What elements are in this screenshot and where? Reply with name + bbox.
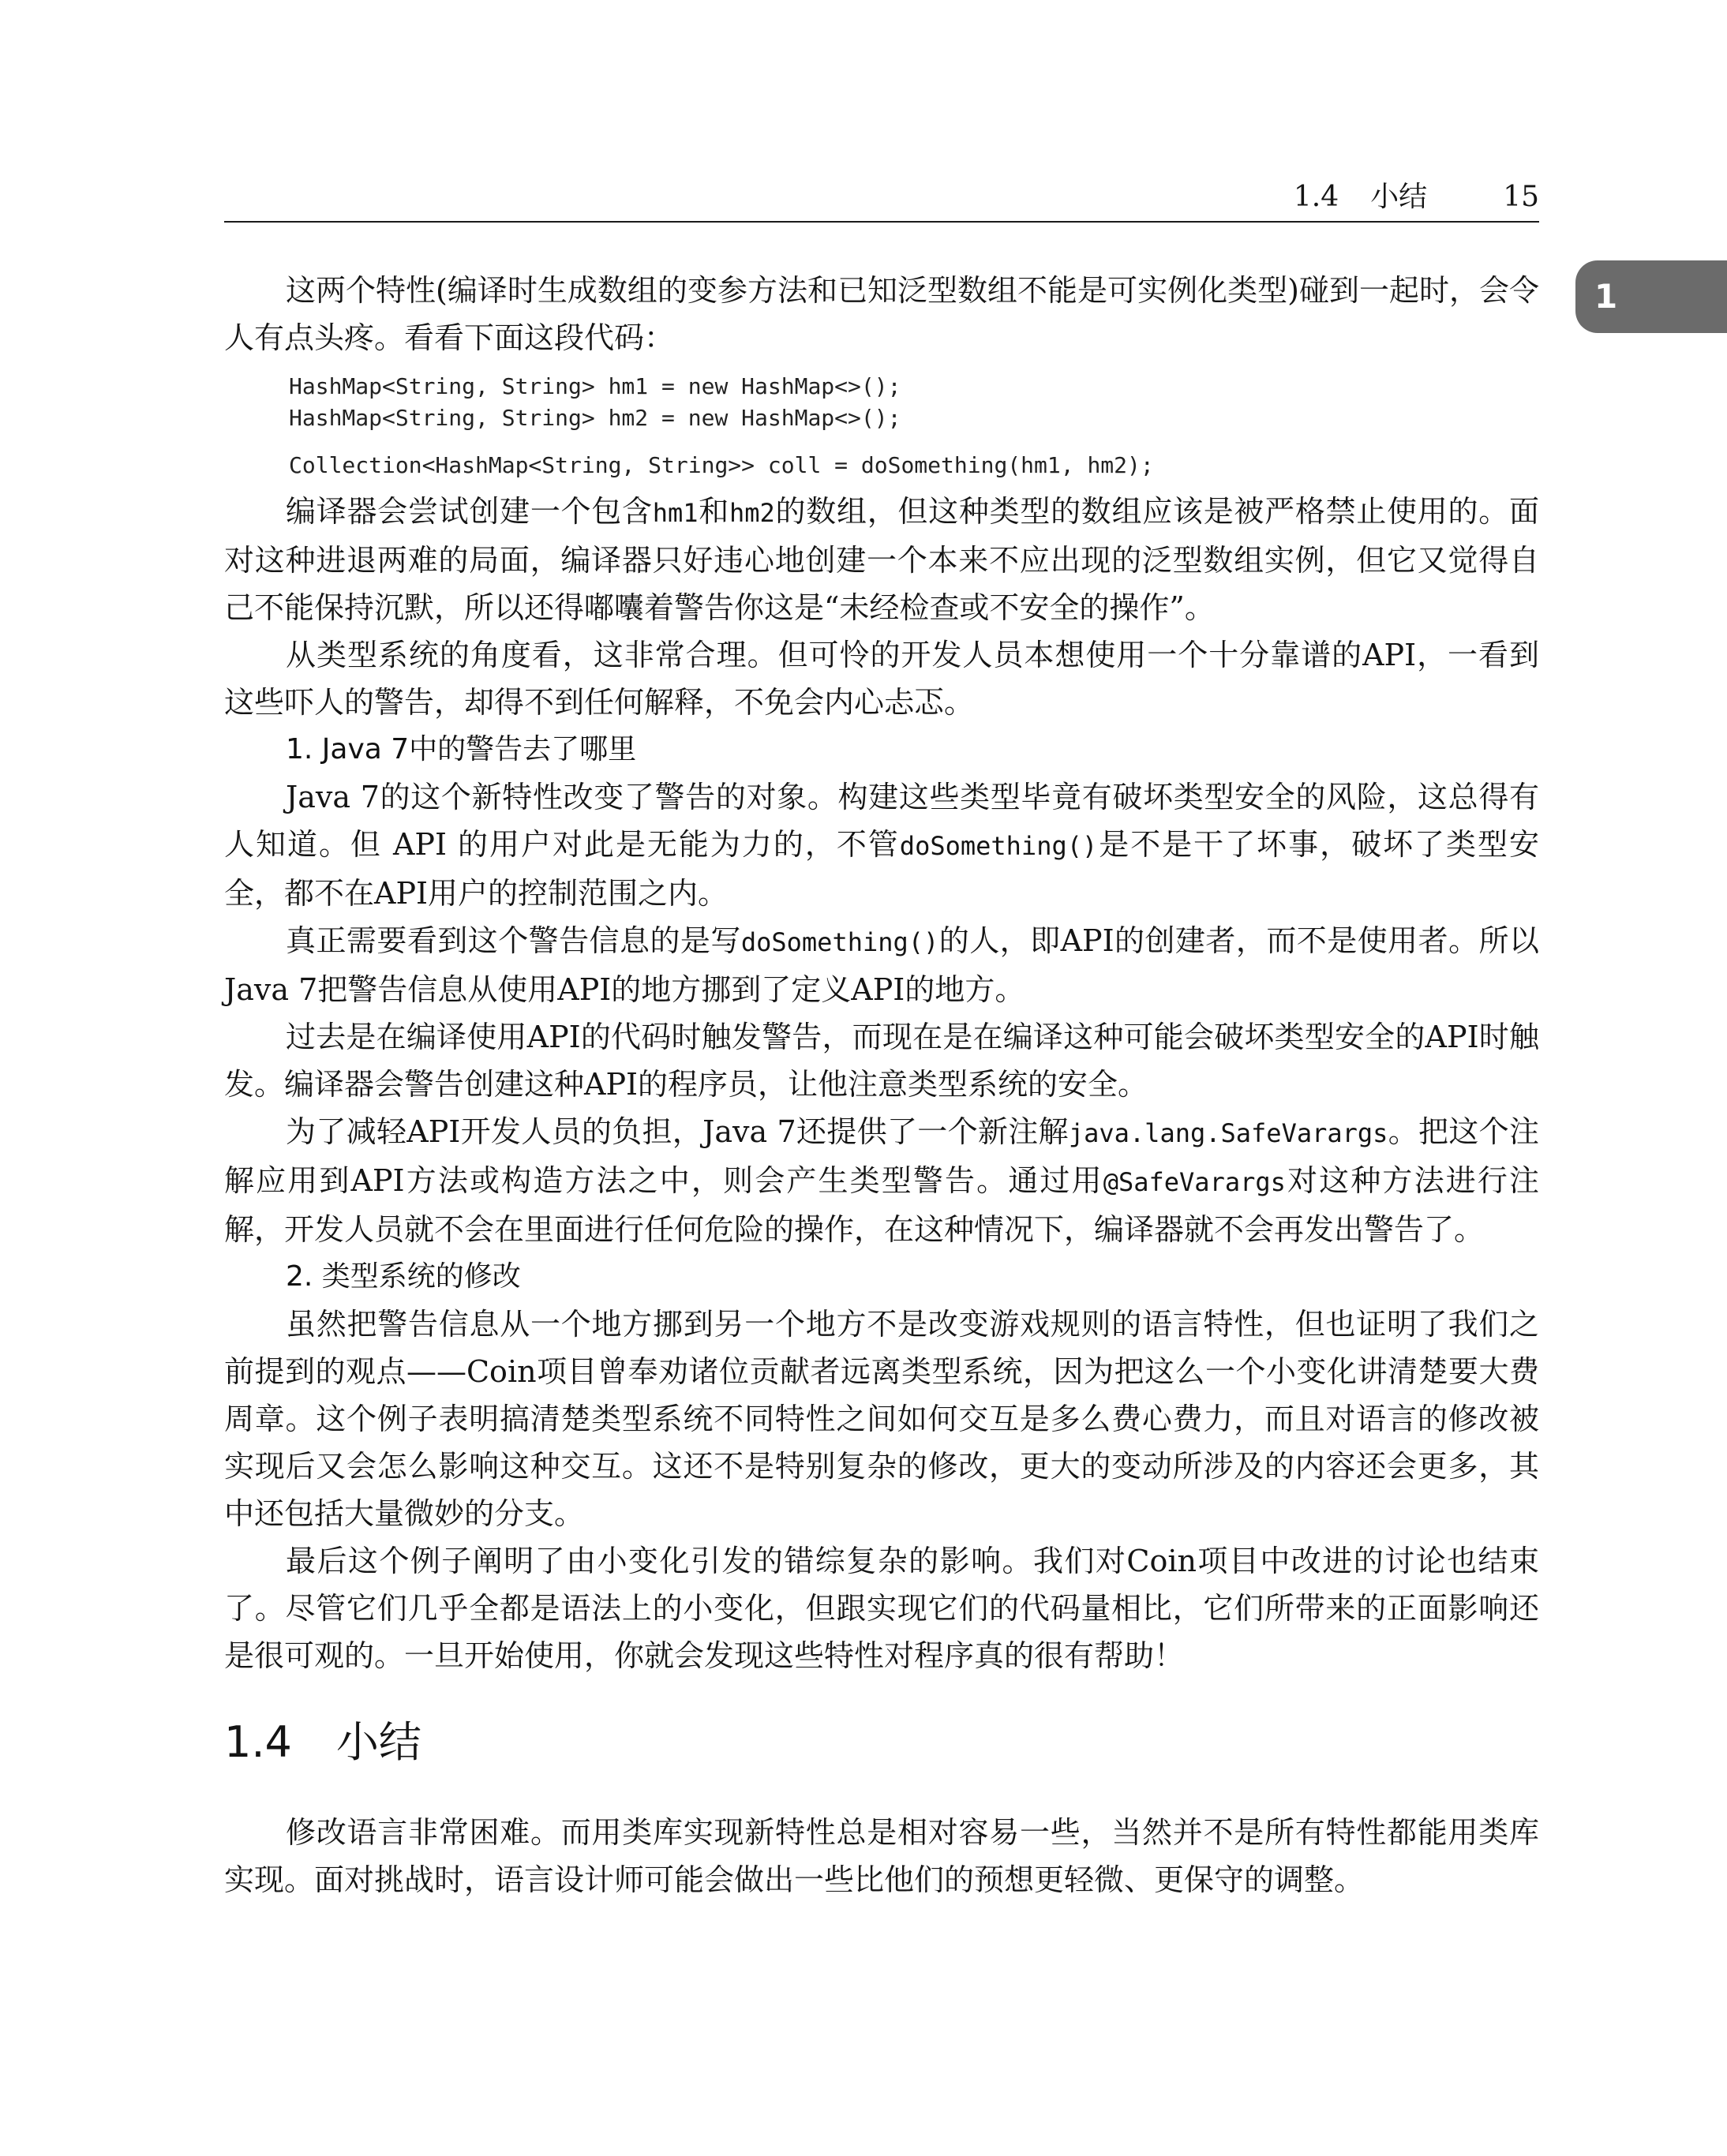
inline-code: hm1 bbox=[652, 498, 699, 528]
section1-paragraph-2 bbox=[224, 917, 1539, 1013]
text-run: 。把这个注解应用到API方法或构造方法之中，则会产生类型警告。通过用 bbox=[224, 1114, 1539, 1198]
text-run: 的数组，但这种类型的数组应该是被严格禁止使用的。面对这种进退两难的局面，编译器只好违心地创建一个本来不应出现的泛型数组实例，但它又觉得自己不能保持沉默，所以还得嘟囔着警告你这是“未经检查或不安全的操作”。 bbox=[224, 494, 1539, 625]
text-run: Java 7的这个新特性改变了警告的对象。构建这些类型毕竟有破坏类型安全的风险，这总得有人知道。但 API 的用户对此是无能为力的，不管 bbox=[224, 780, 1539, 862]
section1-paragraph-3: 过去是在编译使用API的代码时触发警告，而现在是在编译这种可能会破坏类型安全的API时触发。编译器会警告创建这种API的程序员，让他注意类型系统的安全。 bbox=[224, 1020, 1539, 1102]
inline-code: doSomething() bbox=[740, 927, 939, 957]
section1-paragraph-1 bbox=[224, 773, 1539, 917]
header-section-number: 1.4 bbox=[1293, 181, 1339, 213]
summary-paragraph-1: 修改语言非常困难。而用类库实现新特性总是相对容易一些，当然并不是所有特性都能用类库实现。面对挑战时，语言设计师可能会做出一些比他们的预想更轻微、更保守的调整。 bbox=[224, 1815, 1539, 1897]
header-section-title: 小结 bbox=[1370, 181, 1428, 213]
text-run: 对这种方法进行注解，开发人员就不会在里面进行任何危险的操作，在这种情况下，编译器就不会再发出警告了。 bbox=[224, 1163, 1539, 1247]
inline-code: @SafeVarargs bbox=[1103, 1167, 1286, 1197]
intro-paragraph-3: 从类型系统的角度看，这非常合理。但可怜的开发人员本想使用一个十分靠谱的API，一看到这些吓人的警告，却得不到任何解释，不免会内心忐忑。 bbox=[224, 638, 1539, 720]
subheading-java7-warnings: 1. Java 7中的警告去了哪里 bbox=[286, 733, 637, 765]
intro-paragraph-1: 这两个特性(编译时生成数组的变参方法和已知泛型数组不能是可实例化类型)碰到一起时，会令人有点头疼。看看下面这段代码： bbox=[224, 273, 1539, 355]
section2-paragraph-2: 最后这个例子阐明了由小变化引发的错综复杂的影响。我们对Coin项目中改进的讨论也结束了。尽管它们几乎全都是语法上的小变化，但跟实现它们的代码量相比，它们所带来的正面影响还是很可观的。一旦开始使用，你就会发现这些特性对程序真的很有帮助！ bbox=[224, 1544, 1539, 1673]
inline-code: hm2 bbox=[729, 498, 775, 528]
summary-number: 1.4 bbox=[224, 1717, 292, 1767]
header-rule bbox=[224, 221, 1539, 223]
section2-paragraph-1: 虽然把警告信息从一个地方挪到另一个地方不是改变游戏规则的语言特性，但也证明了我们之前提到的观点——Coin项目曾奉劝诸位贡献者远离类型系统，因为把这么一个小变化讲清楚要大费周章。这个例子表明搞清楚类型系统不同特性之间如何交互是多么费心费力，而且对语言的修改被实现后又会怎么影响这种交互。这还不是特别复杂的修改，更大的变动所涉及的内容还会更多，其中还包括大量微妙的分支。 bbox=[224, 1307, 1539, 1531]
text-run: 编译器会尝试创建一个包含 bbox=[286, 494, 653, 529]
section-heading-summary bbox=[224, 1714, 1539, 1771]
text-run: 真正需要看到这个警告信息的是写 bbox=[286, 923, 741, 958]
chapter-tab: 1 bbox=[1575, 260, 1727, 333]
running-header bbox=[224, 180, 1539, 215]
text-run: 的人，即API的创建者，而不是使用者。所以Java 7把警告信息从使用API的地方挪到了定义API的地方。 bbox=[224, 923, 1539, 1007]
page-number: 15 bbox=[1503, 181, 1539, 213]
text-run: 和 bbox=[698, 494, 729, 529]
inline-code: doSomething() bbox=[899, 831, 1098, 861]
section1-paragraph-4 bbox=[224, 1108, 1539, 1253]
intro-paragraph-2 bbox=[224, 488, 1539, 631]
text-run: 是不是干了坏事，破坏了类型安全，都不在API用户的控制范围之内。 bbox=[224, 827, 1539, 911]
page-body bbox=[224, 267, 1539, 1903]
subheading-type-system-changes: 2. 类型系统的修改 bbox=[286, 1260, 521, 1293]
text-run: 为了减轻API开发人员的负担，Java 7还提供了一个新注解 bbox=[286, 1114, 1069, 1149]
code-block-collection: Collection<HashMap<String, String>> coll = doSomething(hm1, hm2); bbox=[289, 452, 1154, 478]
code-block-hashmaps: HashMap<String, String> hm1 = new HashMap<>(); HashMap<String, String> hm2 = new HashMap<>(); bbox=[289, 373, 901, 431]
summary-title: 小结 bbox=[335, 1717, 421, 1767]
inline-code: java.lang.SafeVarargs bbox=[1068, 1118, 1388, 1148]
